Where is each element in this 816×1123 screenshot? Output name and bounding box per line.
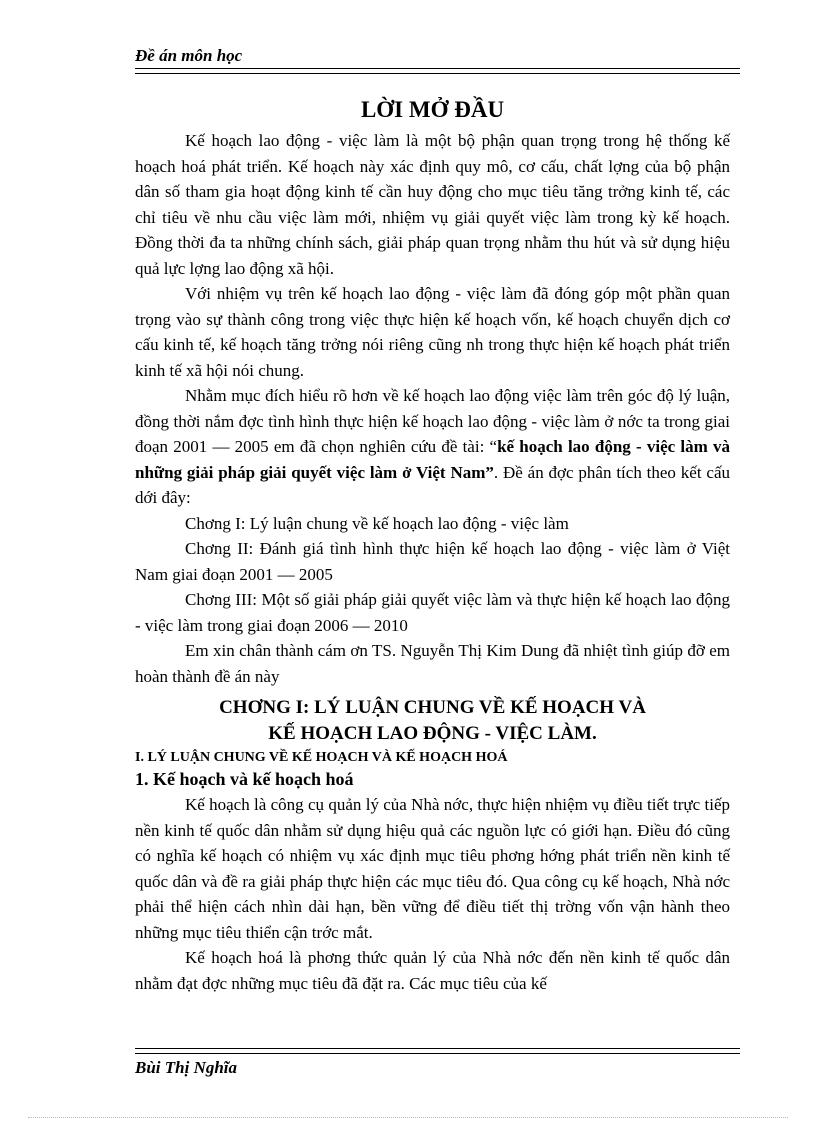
intro-paragraph-3 xyxy=(135,383,730,511)
intro-paragraph-3-end: . Đề án đợc phân tích theo kết cấu dới đây: xyxy=(135,462,730,507)
section-heading: I. LÝ LUẬN CHUNG VỀ KẾ HOẠCH VÀ KẾ HOẠCH HOÁ xyxy=(135,750,508,765)
subsection-heading: 1. Kế hoạch và kế hoạch hoá xyxy=(135,769,354,789)
outline-chapter-3: Chơng III: Một số giải pháp giải quyết việc làm và thực hiện kế hoạch lao động - việc làm trong giai đoạn 2006 — 2010 xyxy=(135,590,730,635)
chapter-heading-line-2: KẾ HOẠCH LAO ĐỘNG - VIỆC LÀM. xyxy=(268,723,597,744)
outline-chapter-1: Chơng I: Lý luận chung về kế hoạch lao động - việc làm xyxy=(185,513,569,533)
intro-paragraph-3-start: Nhằm mục đích hiểu rõ hơn về kế hoạch lao động việc làm trên góc độ lý luận, đồng thời nắm đợc tình hình thực hiện kế hoạch lao động - việc làm ở nớc ta trong giai đoạn 2001 — 2005 em đã chọn nghiên cứu đề tài: “ xyxy=(135,386,730,456)
page-body xyxy=(135,96,730,996)
intro-paragraph-2: Với nhiệm vụ trên kế hoạch lao động - việc làm đã đóng góp một phần quan trọng vào sự thành công trong việc thực hiện kế hoạch vốn, kế hoạch chuyển dịch cơ cấu kinh tế, kế hoạch tăng trởng nói riêng cũng nh trong thực hiện kế hoạch phát triển kinh tế xã hội nói chung. xyxy=(135,284,730,380)
body-paragraph-1: Kế hoạch là công cụ quản lý của Nhà nớc, thực hiện nhiệm vụ điều tiết trực tiếp nền kinh tế quốc dân nhằm sử dụng hiệu quả các nguồn lực có giới hạn. Điều đó cũng có nghĩa kế hoạch có nhiệm vụ xác định mục tiêu phơng hớng phát triển nền kinh tế quốc dân và đề ra giải pháp thực hiện các mục tiêu đó. Qua công cụ kế hoạch, Nhà nớc phải thể hiện cách nhìn dài hạn, bền vững để điều tiết thị trờng vốn vận hành theo những mục tiêu thiển cận trớc mắt. xyxy=(135,795,730,942)
body-paragraph-2: Kế hoạch hoá là phơng thức quản lý của Nhà nớc đến nền kinh tế quốc dân nhằm đạt đợc những mục tiêu đã đặt ra. Các mục tiêu của kế xyxy=(135,948,730,993)
topic-title: kế hoạch lao động - việc làm và những giải pháp giải quyết việc làm ở Việt Nam” xyxy=(135,437,730,482)
page-title: LỜI MỞ ĐẦU xyxy=(360,97,505,122)
acknowledgement: Em xin chân thành cám ơn TS. Nguyễn Thị Kim Dung đã nhiệt tình giúp đỡ em hoàn thành đề án này xyxy=(135,641,730,686)
intro-paragraph-1: Kế hoạch lao động - việc làm là một bộ phận quan trọng trong hệ thống kế hoạch hoá phát triển. Kế hoạch này xác định quy mô, cơ cấu, chất lợng của bộ phận dân số tham gia hoạt động kinh tế cần huy động cho mục tiêu tăng trởng kinh tế, các chỉ tiêu về nhu cầu việc làm mới, nhiệm vụ giải quyết việc làm trong kỳ kế hoạch. Đồng thời đa ta những chính sách, giải pháp quan trọng nhằm thu hút và sử dụng hiệu quả lực lợng lao động xã hội. xyxy=(135,131,730,278)
running-header: Đề án môn học xyxy=(135,46,243,65)
outline-chapter-2: Chơng II: Đánh giá tình hình thực hiện kế hoạch lao động - việc làm ở Việt Nam giai đoạn 2001 — 2005 xyxy=(135,539,730,584)
footer-rule xyxy=(135,1048,740,1054)
header-rule xyxy=(135,68,740,74)
running-footer: Bùi Thị Nghĩa xyxy=(135,1058,238,1077)
chapter-heading-line-1: CHƠNG I: LÝ LUẬN CHUNG VỀ KẾ HOẠCH VÀ xyxy=(219,697,646,718)
page-bottom-edge xyxy=(28,1117,788,1118)
